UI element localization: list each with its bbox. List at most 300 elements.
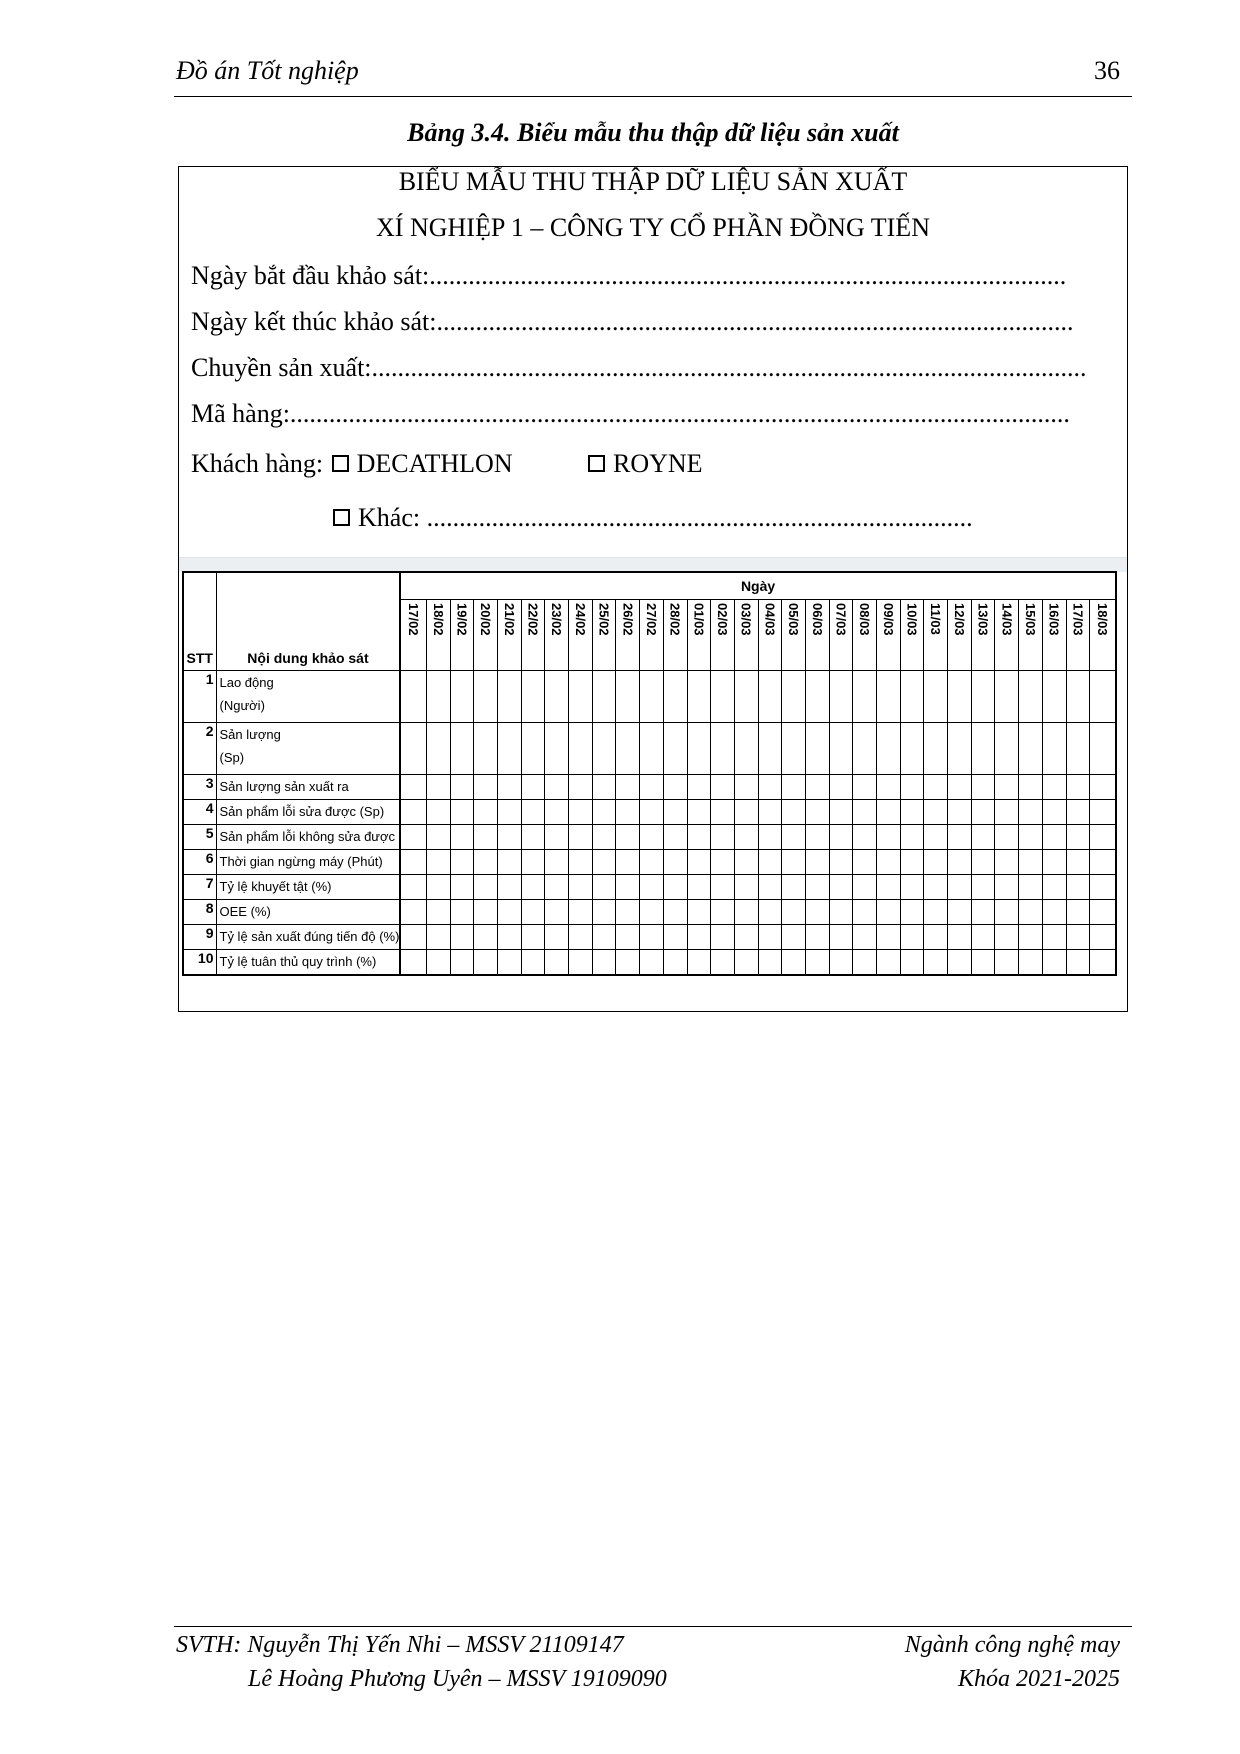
data-entry-cell[interactable] — [400, 775, 426, 800]
data-entry-cell[interactable] — [805, 950, 829, 975]
data-entry-cell[interactable] — [450, 850, 474, 875]
data-entry-cell[interactable] — [877, 825, 901, 850]
data-entry-cell[interactable] — [498, 775, 522, 800]
data-entry-cell[interactable] — [687, 800, 711, 825]
data-entry-cell[interactable] — [450, 671, 474, 723]
data-entry-cell[interactable] — [640, 775, 664, 800]
data-entry-cell[interactable] — [829, 875, 853, 900]
data-entry-cell[interactable] — [640, 875, 664, 900]
data-entry-cell[interactable] — [426, 925, 450, 950]
data-entry-cell[interactable] — [592, 875, 616, 900]
data-entry-cell[interactable] — [521, 723, 545, 775]
data-entry-cell[interactable] — [640, 723, 664, 775]
data-entry-cell[interactable] — [995, 875, 1019, 900]
data-entry-cell[interactable] — [782, 723, 806, 775]
data-entry-cell[interactable] — [734, 775, 758, 800]
data-entry-cell[interactable] — [971, 850, 995, 875]
data-entry-cell[interactable] — [924, 800, 948, 825]
data-entry-cell[interactable] — [805, 925, 829, 950]
data-entry-cell[interactable] — [592, 900, 616, 925]
data-entry-cell[interactable] — [1066, 850, 1090, 875]
data-entry-cell[interactable] — [400, 875, 426, 900]
data-entry-cell[interactable] — [734, 850, 758, 875]
data-entry-cell[interactable] — [663, 925, 687, 950]
data-entry-cell[interactable] — [1090, 950, 1116, 975]
data-entry-cell[interactable] — [1090, 800, 1116, 825]
data-entry-cell[interactable] — [948, 775, 972, 800]
data-entry-cell[interactable] — [995, 900, 1019, 925]
data-entry-cell[interactable] — [1090, 850, 1116, 875]
data-entry-cell[interactable] — [877, 900, 901, 925]
data-entry-cell[interactable] — [805, 800, 829, 825]
data-entry-cell[interactable] — [734, 723, 758, 775]
data-entry-cell[interactable] — [877, 800, 901, 825]
data-entry-cell[interactable] — [853, 775, 877, 800]
data-entry-cell[interactable] — [450, 900, 474, 925]
data-entry-cell[interactable] — [569, 671, 593, 723]
data-entry-cell[interactable] — [1090, 925, 1116, 950]
data-entry-cell[interactable] — [711, 950, 735, 975]
data-entry-cell[interactable] — [545, 825, 569, 850]
data-entry-cell[interactable] — [877, 671, 901, 723]
data-entry-cell[interactable] — [640, 900, 664, 925]
data-entry-cell[interactable] — [829, 900, 853, 925]
data-entry-cell[interactable] — [474, 900, 498, 925]
data-entry-cell[interactable] — [971, 950, 995, 975]
data-entry-cell[interactable] — [426, 800, 450, 825]
data-entry-cell[interactable] — [400, 800, 426, 825]
data-entry-cell[interactable] — [995, 950, 1019, 975]
data-entry-cell[interactable] — [971, 925, 995, 950]
data-entry-cell[interactable] — [450, 825, 474, 850]
data-entry-cell[interactable] — [400, 723, 426, 775]
data-entry-cell[interactable] — [521, 800, 545, 825]
data-entry-cell[interactable] — [971, 800, 995, 825]
data-entry-cell[interactable] — [782, 850, 806, 875]
data-entry-cell[interactable] — [663, 850, 687, 875]
data-entry-cell[interactable] — [924, 875, 948, 900]
data-entry-cell[interactable] — [805, 900, 829, 925]
decathlon-checkbox[interactable] — [332, 455, 349, 472]
data-entry-cell[interactable] — [474, 775, 498, 800]
data-entry-cell[interactable] — [616, 925, 640, 950]
data-entry-cell[interactable] — [711, 775, 735, 800]
data-entry-cell[interactable] — [829, 800, 853, 825]
data-entry-cell[interactable] — [426, 850, 450, 875]
data-entry-cell[interactable] — [663, 775, 687, 800]
data-entry-cell[interactable] — [592, 925, 616, 950]
data-entry-cell[interactable] — [948, 900, 972, 925]
data-entry-cell[interactable] — [948, 875, 972, 900]
data-entry-cell[interactable] — [782, 800, 806, 825]
data-entry-cell[interactable] — [758, 850, 782, 875]
data-entry-cell[interactable] — [400, 925, 426, 950]
data-entry-cell[interactable] — [474, 825, 498, 850]
data-entry-cell[interactable] — [1042, 875, 1066, 900]
data-entry-cell[interactable] — [687, 875, 711, 900]
data-entry-cell[interactable] — [569, 925, 593, 950]
data-entry-cell[interactable] — [498, 875, 522, 900]
data-entry-cell[interactable] — [545, 900, 569, 925]
data-entry-cell[interactable] — [1066, 875, 1090, 900]
data-entry-cell[interactable] — [1090, 825, 1116, 850]
data-entry-cell[interactable] — [1066, 900, 1090, 925]
data-entry-cell[interactable] — [400, 850, 426, 875]
data-entry-cell[interactable] — [426, 671, 450, 723]
data-entry-cell[interactable] — [853, 950, 877, 975]
data-entry-cell[interactable] — [805, 775, 829, 800]
data-entry-cell[interactable] — [640, 950, 664, 975]
data-entry-cell[interactable] — [1019, 825, 1043, 850]
data-entry-cell[interactable] — [569, 950, 593, 975]
data-entry-cell[interactable] — [734, 925, 758, 950]
data-entry-cell[interactable] — [450, 800, 474, 825]
royne-checkbox[interactable] — [588, 455, 605, 472]
data-entry-cell[interactable] — [948, 950, 972, 975]
data-entry-cell[interactable] — [995, 723, 1019, 775]
data-entry-cell[interactable] — [1019, 900, 1043, 925]
data-entry-cell[interactable] — [1066, 950, 1090, 975]
data-entry-cell[interactable] — [711, 671, 735, 723]
data-entry-cell[interactable] — [687, 850, 711, 875]
data-entry-cell[interactable] — [1066, 723, 1090, 775]
data-entry-cell[interactable] — [569, 723, 593, 775]
data-entry-cell[interactable] — [616, 850, 640, 875]
data-entry-cell[interactable] — [521, 825, 545, 850]
data-entry-cell[interactable] — [805, 850, 829, 875]
data-entry-cell[interactable] — [1090, 775, 1116, 800]
data-entry-cell[interactable] — [400, 950, 426, 975]
data-entry-cell[interactable] — [782, 900, 806, 925]
data-entry-cell[interactable] — [971, 671, 995, 723]
data-entry-cell[interactable] — [521, 850, 545, 875]
data-entry-cell[interactable] — [805, 875, 829, 900]
data-entry-cell[interactable] — [995, 850, 1019, 875]
data-entry-cell[interactable] — [474, 671, 498, 723]
data-entry-cell[interactable] — [545, 775, 569, 800]
data-entry-cell[interactable] — [948, 723, 972, 775]
data-entry-cell[interactable] — [640, 850, 664, 875]
data-entry-cell[interactable] — [734, 671, 758, 723]
data-entry-cell[interactable] — [782, 950, 806, 975]
data-entry-cell[interactable] — [924, 723, 948, 775]
data-entry-cell[interactable] — [1090, 671, 1116, 723]
data-entry-cell[interactable] — [711, 825, 735, 850]
data-entry-cell[interactable] — [995, 775, 1019, 800]
data-entry-cell[interactable] — [498, 671, 522, 723]
data-entry-cell[interactable] — [545, 850, 569, 875]
data-entry-cell[interactable] — [545, 950, 569, 975]
data-entry-cell[interactable] — [687, 775, 711, 800]
data-entry-cell[interactable] — [687, 925, 711, 950]
data-entry-cell[interactable] — [474, 950, 498, 975]
data-entry-cell[interactable] — [616, 800, 640, 825]
data-entry-cell[interactable] — [521, 925, 545, 950]
data-entry-cell[interactable] — [569, 825, 593, 850]
data-entry-cell[interactable] — [450, 723, 474, 775]
data-entry-cell[interactable] — [1019, 850, 1043, 875]
data-entry-cell[interactable] — [498, 825, 522, 850]
data-entry-cell[interactable] — [569, 875, 593, 900]
data-entry-cell[interactable] — [900, 825, 924, 850]
data-entry-cell[interactable] — [829, 775, 853, 800]
data-entry-cell[interactable] — [426, 825, 450, 850]
data-entry-cell[interactable] — [1042, 671, 1066, 723]
data-entry-cell[interactable] — [877, 723, 901, 775]
data-entry-cell[interactable] — [829, 850, 853, 875]
data-entry-cell[interactable] — [711, 850, 735, 875]
data-entry-cell[interactable] — [734, 950, 758, 975]
data-entry-cell[interactable] — [734, 800, 758, 825]
data-entry-cell[interactable] — [616, 875, 640, 900]
data-entry-cell[interactable] — [782, 875, 806, 900]
data-entry-cell[interactable] — [924, 925, 948, 950]
data-entry-cell[interactable] — [1019, 925, 1043, 950]
data-entry-cell[interactable] — [450, 925, 474, 950]
data-entry-cell[interactable] — [782, 925, 806, 950]
data-entry-cell[interactable] — [948, 850, 972, 875]
data-entry-cell[interactable] — [640, 800, 664, 825]
data-entry-cell[interactable] — [1042, 950, 1066, 975]
data-entry-cell[interactable] — [782, 825, 806, 850]
data-entry-cell[interactable] — [450, 875, 474, 900]
data-entry-cell[interactable] — [971, 723, 995, 775]
data-entry-cell[interactable] — [616, 723, 640, 775]
data-entry-cell[interactable] — [450, 950, 474, 975]
data-entry-cell[interactable] — [426, 950, 450, 975]
data-entry-cell[interactable] — [687, 671, 711, 723]
data-entry-cell[interactable] — [1090, 900, 1116, 925]
data-entry-cell[interactable] — [1019, 950, 1043, 975]
data-entry-cell[interactable] — [474, 925, 498, 950]
data-entry-cell[interactable] — [853, 875, 877, 900]
data-entry-cell[interactable] — [971, 900, 995, 925]
data-entry-cell[interactable] — [924, 775, 948, 800]
data-entry-cell[interactable] — [924, 900, 948, 925]
data-entry-cell[interactable] — [616, 671, 640, 723]
data-entry-cell[interactable] — [1042, 825, 1066, 850]
data-entry-cell[interactable] — [948, 925, 972, 950]
data-entry-cell[interactable] — [782, 775, 806, 800]
data-entry-cell[interactable] — [877, 850, 901, 875]
data-entry-cell[interactable] — [521, 875, 545, 900]
data-entry-cell[interactable] — [900, 925, 924, 950]
data-entry-cell[interactable] — [1019, 671, 1043, 723]
data-entry-cell[interactable] — [711, 925, 735, 950]
data-entry-cell[interactable] — [545, 800, 569, 825]
data-entry-cell[interactable] — [498, 850, 522, 875]
data-entry-cell[interactable] — [900, 850, 924, 875]
data-entry-cell[interactable] — [521, 950, 545, 975]
data-entry-cell[interactable] — [948, 825, 972, 850]
data-entry-cell[interactable] — [758, 775, 782, 800]
data-entry-cell[interactable] — [995, 800, 1019, 825]
data-entry-cell[interactable] — [1042, 800, 1066, 825]
data-entry-cell[interactable] — [853, 850, 877, 875]
data-entry-cell[interactable] — [900, 775, 924, 800]
data-entry-cell[interactable] — [1042, 900, 1066, 925]
data-entry-cell[interactable] — [498, 925, 522, 950]
data-entry-cell[interactable] — [521, 671, 545, 723]
data-entry-cell[interactable] — [663, 900, 687, 925]
data-entry-cell[interactable] — [900, 723, 924, 775]
data-entry-cell[interactable] — [616, 950, 640, 975]
data-entry-cell[interactable] — [734, 825, 758, 850]
data-entry-cell[interactable] — [829, 671, 853, 723]
data-entry-cell[interactable] — [900, 950, 924, 975]
data-entry-cell[interactable] — [900, 900, 924, 925]
data-entry-cell[interactable] — [758, 925, 782, 950]
data-entry-cell[interactable] — [687, 723, 711, 775]
data-entry-cell[interactable] — [498, 950, 522, 975]
data-entry-cell[interactable] — [474, 800, 498, 825]
data-entry-cell[interactable] — [829, 950, 853, 975]
data-entry-cell[interactable] — [663, 825, 687, 850]
data-entry-cell[interactable] — [853, 900, 877, 925]
data-entry-cell[interactable] — [805, 723, 829, 775]
data-entry-cell[interactable] — [924, 850, 948, 875]
data-entry-cell[interactable] — [900, 800, 924, 825]
data-entry-cell[interactable] — [1019, 723, 1043, 775]
data-entry-cell[interactable] — [569, 850, 593, 875]
data-entry-cell[interactable] — [924, 671, 948, 723]
data-entry-cell[interactable] — [924, 825, 948, 850]
data-entry-cell[interactable] — [971, 875, 995, 900]
data-entry-cell[interactable] — [829, 925, 853, 950]
data-entry-cell[interactable] — [734, 875, 758, 900]
data-entry-cell[interactable] — [474, 875, 498, 900]
data-entry-cell[interactable] — [474, 850, 498, 875]
data-entry-cell[interactable] — [663, 950, 687, 975]
data-entry-cell[interactable] — [640, 825, 664, 850]
data-entry-cell[interactable] — [640, 925, 664, 950]
data-entry-cell[interactable] — [450, 775, 474, 800]
data-entry-cell[interactable] — [1019, 800, 1043, 825]
data-entry-cell[interactable] — [711, 800, 735, 825]
data-entry-cell[interactable] — [900, 875, 924, 900]
data-entry-cell[interactable] — [663, 875, 687, 900]
data-entry-cell[interactable] — [877, 925, 901, 950]
data-entry-cell[interactable] — [498, 800, 522, 825]
data-entry-cell[interactable] — [877, 950, 901, 975]
data-entry-cell[interactable] — [400, 671, 426, 723]
data-entry-cell[interactable] — [1090, 723, 1116, 775]
data-entry-cell[interactable] — [829, 825, 853, 850]
data-entry-cell[interactable] — [758, 900, 782, 925]
data-entry-cell[interactable] — [616, 825, 640, 850]
data-entry-cell[interactable] — [758, 875, 782, 900]
data-entry-cell[interactable] — [734, 900, 758, 925]
data-entry-cell[interactable] — [711, 723, 735, 775]
data-entry-cell[interactable] — [971, 825, 995, 850]
data-entry-cell[interactable] — [1066, 775, 1090, 800]
data-entry-cell[interactable] — [474, 723, 498, 775]
data-entry-cell[interactable] — [687, 900, 711, 925]
data-entry-cell[interactable] — [592, 723, 616, 775]
data-entry-cell[interactable] — [592, 775, 616, 800]
data-entry-cell[interactable] — [1066, 825, 1090, 850]
data-entry-cell[interactable] — [758, 800, 782, 825]
data-entry-cell[interactable] — [545, 671, 569, 723]
data-entry-cell[interactable] — [498, 723, 522, 775]
data-entry-cell[interactable] — [995, 825, 1019, 850]
data-entry-cell[interactable] — [1042, 775, 1066, 800]
data-entry-cell[interactable] — [1042, 925, 1066, 950]
data-entry-cell[interactable] — [711, 900, 735, 925]
data-entry-cell[interactable] — [400, 900, 426, 925]
data-entry-cell[interactable] — [924, 950, 948, 975]
data-entry-cell[interactable] — [592, 950, 616, 975]
data-entry-cell[interactable] — [1042, 723, 1066, 775]
data-entry-cell[interactable] — [616, 775, 640, 800]
data-entry-cell[interactable] — [805, 825, 829, 850]
data-entry-cell[interactable] — [521, 900, 545, 925]
data-entry-cell[interactable] — [687, 825, 711, 850]
other-checkbox[interactable] — [333, 509, 350, 526]
data-entry-cell[interactable] — [498, 900, 522, 925]
data-entry-cell[interactable] — [1019, 775, 1043, 800]
data-entry-cell[interactable] — [758, 950, 782, 975]
data-entry-cell[interactable] — [545, 723, 569, 775]
data-entry-cell[interactable] — [948, 800, 972, 825]
data-entry-cell[interactable] — [853, 671, 877, 723]
data-entry-cell[interactable] — [663, 800, 687, 825]
data-entry-cell[interactable] — [592, 800, 616, 825]
data-entry-cell[interactable] — [569, 775, 593, 800]
data-entry-cell[interactable] — [592, 671, 616, 723]
data-entry-cell[interactable] — [592, 825, 616, 850]
data-entry-cell[interactable] — [663, 723, 687, 775]
data-entry-cell[interactable] — [900, 671, 924, 723]
data-entry-cell[interactable] — [569, 900, 593, 925]
data-entry-cell[interactable] — [948, 671, 972, 723]
data-entry-cell[interactable] — [1042, 850, 1066, 875]
data-entry-cell[interactable] — [1066, 800, 1090, 825]
data-entry-cell[interactable] — [853, 723, 877, 775]
data-entry-cell[interactable] — [545, 925, 569, 950]
data-entry-cell[interactable] — [995, 925, 1019, 950]
data-entry-cell[interactable] — [687, 950, 711, 975]
data-entry-cell[interactable] — [569, 800, 593, 825]
data-entry-cell[interactable] — [400, 825, 426, 850]
data-entry-cell[interactable] — [758, 723, 782, 775]
data-entry-cell[interactable] — [545, 875, 569, 900]
data-entry-cell[interactable] — [426, 775, 450, 800]
data-entry-cell[interactable] — [1090, 875, 1116, 900]
data-entry-cell[interactable] — [592, 850, 616, 875]
data-entry-cell[interactable] — [758, 825, 782, 850]
data-entry-cell[interactable] — [829, 723, 853, 775]
data-entry-cell[interactable] — [1066, 925, 1090, 950]
data-entry-cell[interactable] — [758, 671, 782, 723]
data-entry-cell[interactable] — [877, 775, 901, 800]
data-entry-cell[interactable] — [711, 875, 735, 900]
data-entry-cell[interactable] — [1019, 875, 1043, 900]
data-entry-cell[interactable] — [1066, 671, 1090, 723]
data-entry-cell[interactable] — [853, 925, 877, 950]
data-entry-cell[interactable] — [663, 671, 687, 723]
data-entry-cell[interactable] — [853, 825, 877, 850]
data-entry-cell[interactable] — [426, 900, 450, 925]
data-entry-cell[interactable] — [640, 671, 664, 723]
data-entry-cell[interactable] — [971, 775, 995, 800]
data-entry-cell[interactable] — [877, 875, 901, 900]
data-entry-cell[interactable] — [995, 671, 1019, 723]
data-entry-cell[interactable] — [853, 800, 877, 825]
data-entry-cell[interactable] — [805, 671, 829, 723]
data-entry-cell[interactable] — [426, 723, 450, 775]
data-entry-cell[interactable] — [521, 775, 545, 800]
